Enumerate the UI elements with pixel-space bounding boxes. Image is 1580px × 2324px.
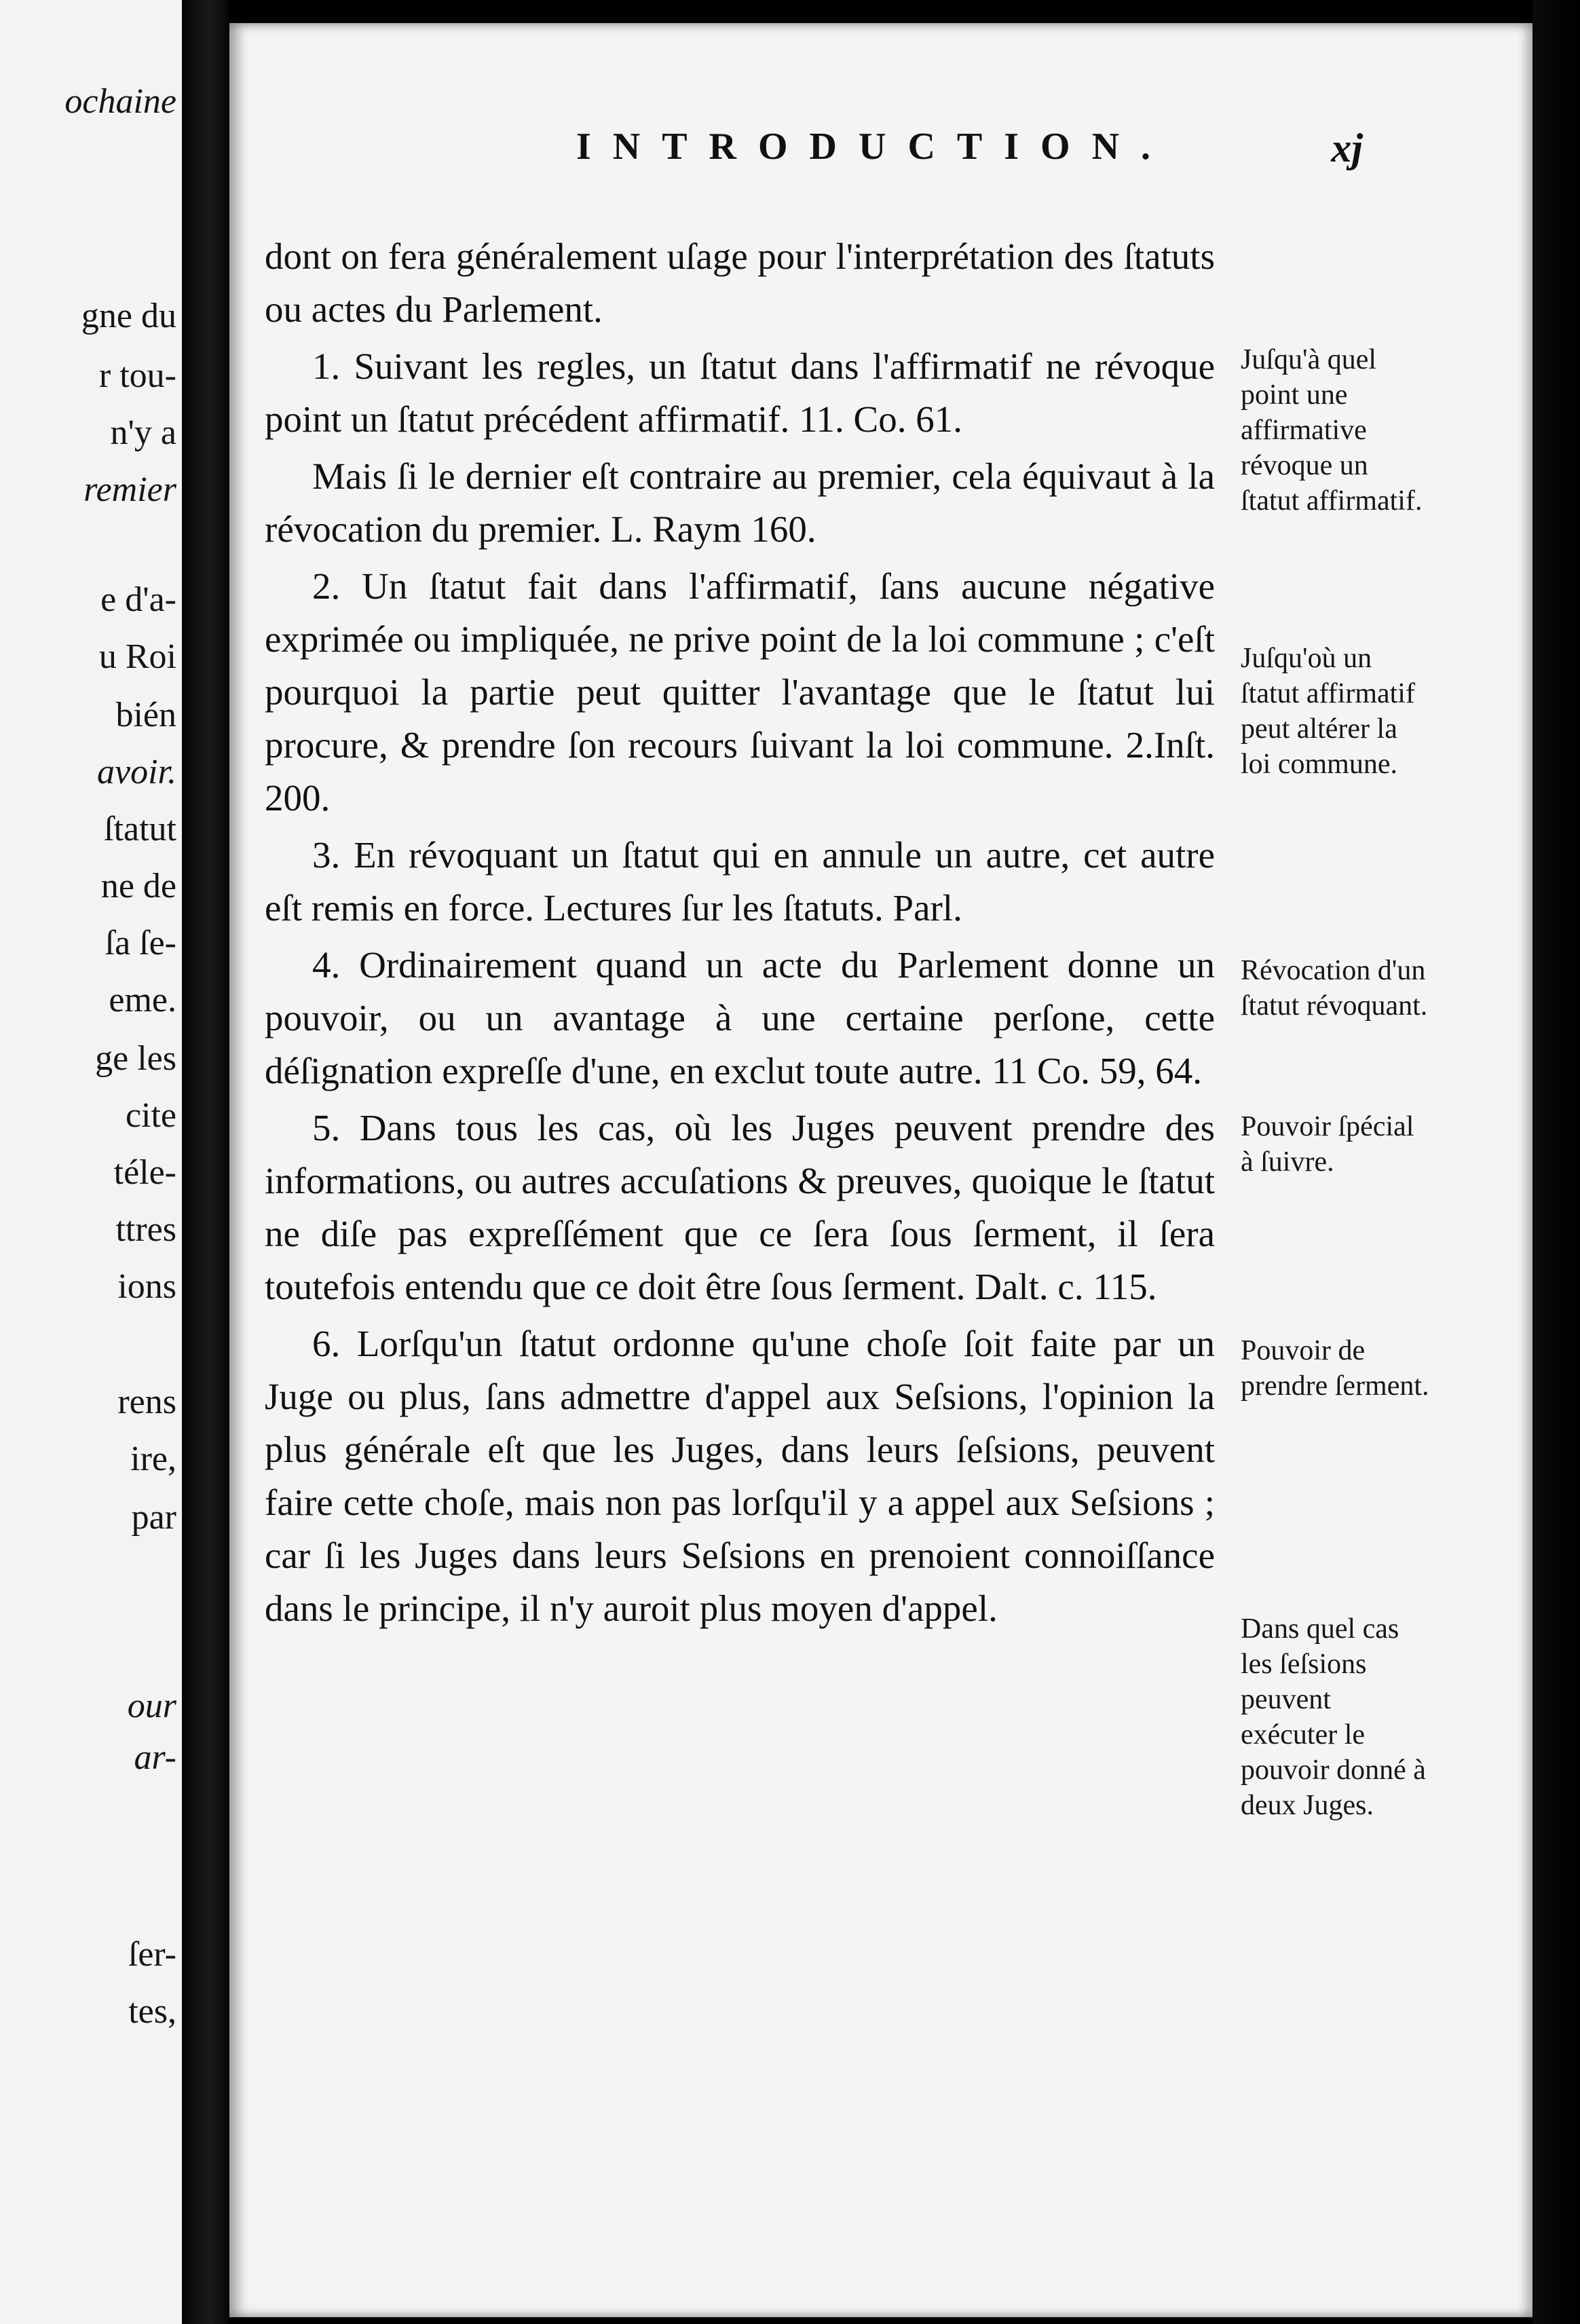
left-fragment: ſer- [128,1935,176,1974]
left-fragment: r tou- [98,356,176,395]
left-fragment: ttres [115,1210,176,1249]
left-fragment: ge les [95,1039,176,1078]
paragraph: 4. Ordinairement quand un acte du Parlement donne un pouvoir, ou un avantage à une certaine perſone, cette déſignation expreſſe d'une, en exclut toute autre. 11 Co. 59, 64. [265,944,1215,1091]
left-fragment: eme. [109,981,176,1019]
book-page [229,23,1532,2317]
left-fragment: rens [117,1383,176,1421]
left-fragment: ire, [130,1440,176,1478]
paragraph: Mais ſi le dernier eſt contraire au premier, cela équivaut à la révocation du premier. L. Raym 160. [265,455,1215,550]
page-edge-shadow [1532,0,1580,2324]
margin-note: Juſqu'à quel point une affirmative révoque un ſtatut affirmatif. [1241,344,1423,517]
left-fragment: bién [115,696,176,734]
left-fragment: ſtatut [104,810,176,848]
left-fragment: ne de [100,867,176,905]
left-fragment: avoir. [97,753,176,791]
left-fragment: téle- [113,1153,176,1192]
left-fragment: ochaine [64,82,176,121]
main-text-block [265,230,1215,1639]
left-fragment: cite [125,1096,176,1135]
left-fragment: tes, [128,1992,176,2031]
left-fragment: ſa ſe- [105,924,176,962]
left-fragment: gne du [81,297,176,335]
paragraph: 6. Lorſqu'un ſtatut ordonne qu'une choſe ſoit faite par un Juge ou plus, ſans admettre d'appel aux Seſsions, l'opinion la plus générale eſt que les Juges, dans leurs ſeſsions, peuvent faire cette choſe, mais non pas lorſqu'il y a appel aux Seſsions ; car ſi les Juges dans leurs Seſsions en prenoient connoiſſance dans le principe, il n'y auroit plus moyen d'appel. [265,1323,1215,1629]
left-fragment: remier [83,470,176,509]
margin-note: Pouvoir de prendre ſerment. [1241,1335,1429,1402]
left-fragment: ar- [134,1738,176,1777]
running-head: INTRODUCTION. [576,126,1173,168]
margin-note: Juſqu'où un ſtatut affirmatif peut altérer la loi commune. [1241,643,1415,780]
paragraph: 1. Suivant les regles, un ſtatut dans l'affirmatif ne révoque point un ſtatut précédent affirmatif. 11. Co. 61. [265,345,1215,440]
margin-note: Révocation d'un ſtatut révoquant. [1241,955,1428,1022]
page-number: xj [1331,126,1363,170]
facing-page-fragment [0,0,182,2324]
margin-note: Pouvoir ſpécial à ſuivre. [1241,1111,1414,1178]
paragraph: 3. En révoquant un ſtatut qui en annule un autre, cet autre eſt remis en force. Lectures ſur les ſtatuts. Parl. [265,834,1215,929]
book-gutter [182,0,229,2324]
paragraph: dont on fera généralement uſage pour l'interprétation des ſtatuts ou actes du Parlement. [265,236,1215,330]
left-fragment: u Roi [98,637,176,676]
left-fragment: ions [117,1267,176,1306]
left-fragment: par [131,1498,176,1537]
left-fragment: e d'a- [100,580,176,619]
left-fragment: our [127,1687,176,1725]
paragraph: 2. Un ſtatut fait dans l'affirmatif, ſans aucune négative exprimée ou impliquée, ne prive point de la loi commune ; c'eſt pourquoi la partie peut quitter l'avantage que le ſtatut lui procure, & prendre ſon recours ſuivant la loi commune. 2.Inſt. 200. [265,565,1215,819]
paragraph: 5. Dans tous les cas, où les Juges peuvent prendre des informations, ou autres accuſations & preuves, quoique le ſtatut ne diſe pas expreſſément que ce ſera ſous ſerment, il ſera toutefois entendu que ce doit être ſous ſerment. Dalt. c. 115. [265,1107,1215,1307]
margin-note: Dans quel cas les ſeſsions peuvent exécuter le pouvoir donné à deux Juges. [1241,1613,1426,1821]
left-fragment: n'y a [110,413,176,452]
